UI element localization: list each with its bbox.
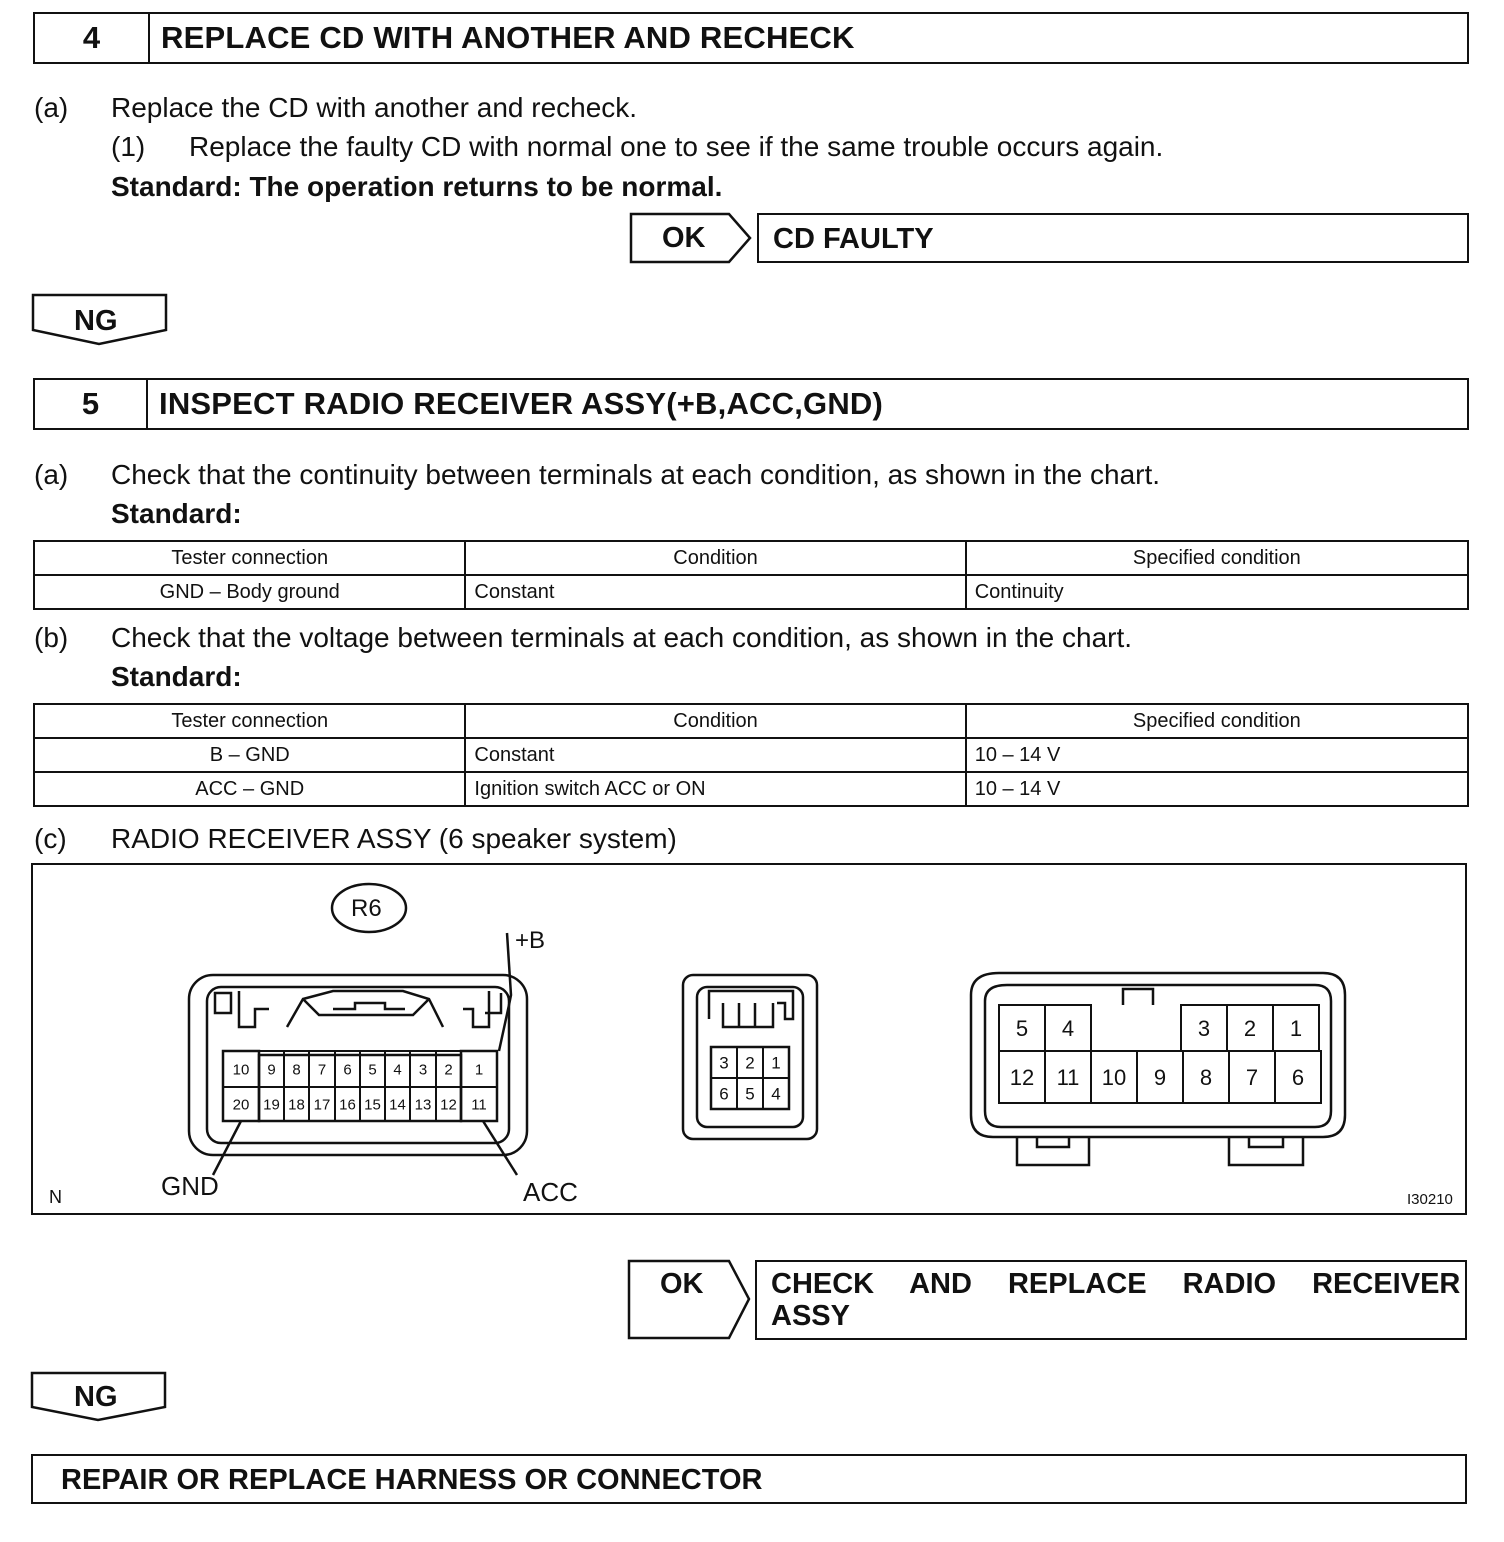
pin-label: 4 xyxy=(1061,1015,1075,1041)
step-title: REPLACE CD WITH ANOTHER AND RECHECK xyxy=(161,20,855,55)
step-4-a-text: Replace the CD with another and recheck. xyxy=(111,92,638,123)
pin-label: 7 xyxy=(1245,1064,1259,1090)
pin-label: 8 xyxy=(1199,1064,1213,1090)
table-header-cell: Condition xyxy=(465,541,965,575)
pin-label: 3 xyxy=(1197,1015,1211,1041)
connector-diagram xyxy=(31,863,1467,1215)
pin-label: 2 xyxy=(745,1053,755,1073)
table-header-row xyxy=(34,704,1468,738)
pin-label: 7 xyxy=(317,1061,327,1079)
pin-label: 5 xyxy=(368,1061,377,1079)
pin-label: 4 xyxy=(393,1061,402,1079)
step-4-standard: Standard: The operation returns to be normal. xyxy=(111,171,723,202)
pin-label: 2 xyxy=(444,1061,453,1079)
pin-label: 14 xyxy=(389,1096,406,1114)
gnd-leader xyxy=(213,1121,241,1175)
table-cell: 10 – 14 V xyxy=(966,772,1468,806)
pin-label: 20 xyxy=(232,1096,250,1114)
gnd-label: GND xyxy=(161,1171,219,1201)
corner-n-label: N xyxy=(49,1187,62,1207)
connector-id: R6 xyxy=(351,895,382,922)
table-cell: 10 – 14 V xyxy=(966,738,1468,772)
pin-label: 19 xyxy=(263,1096,280,1114)
pin-label: 8 xyxy=(292,1061,301,1079)
step-4-sub1-text: Replace the faulty CD with normal one to see if the same trouble occurs again. xyxy=(189,131,1164,162)
step-4-header xyxy=(33,12,1469,64)
pin-label: 18 xyxy=(288,1096,305,1114)
table-row xyxy=(34,772,1468,806)
pin-label: 2 xyxy=(1243,1015,1257,1041)
pin-label: 16 xyxy=(339,1096,356,1114)
connector-12pin-body xyxy=(971,973,1345,1137)
table-header-cell: Tester connection xyxy=(34,704,465,738)
figure-code: I30210 xyxy=(1407,1191,1453,1208)
pin-label: 12 xyxy=(1009,1064,1035,1090)
step-5-a-standard: Standard: xyxy=(111,498,242,529)
table-row xyxy=(34,575,1468,609)
result-text: CD FAULTY xyxy=(773,223,934,255)
step-5-a-text: Check that the continuity between terminals at each condition, as shown in the chart. xyxy=(111,459,1161,490)
pin-label: 13 xyxy=(414,1096,432,1114)
table-header-cell: Specified condition xyxy=(966,704,1468,738)
pin-label: 5 xyxy=(745,1084,755,1104)
pin-label: 9 xyxy=(267,1061,276,1079)
table-header-cell: Condition xyxy=(465,704,965,738)
pin-label: 3 xyxy=(719,1053,729,1073)
pin-label: 6 xyxy=(719,1084,729,1104)
step-5-header xyxy=(33,378,1469,430)
acc-leader xyxy=(483,1121,517,1175)
table-cell: ACC – GND xyxy=(34,772,465,806)
step-number: 4 xyxy=(35,14,150,62)
table-cell: Continuity xyxy=(966,575,1468,609)
repair-harness-box xyxy=(31,1454,1467,1504)
pin-label: 17 xyxy=(313,1096,331,1114)
result-text-line2: ASSY xyxy=(771,1300,850,1332)
step-4-a-marker: (a) xyxy=(34,92,69,123)
final-text: REPAIR OR REPLACE HARNESS OR CONNECTOR xyxy=(61,1464,763,1496)
pin-label: 3 xyxy=(418,1061,428,1079)
pin-label: 6 xyxy=(343,1061,352,1079)
connector-drawing xyxy=(33,865,1465,1213)
step-5-c-marker: (c) xyxy=(34,823,67,854)
table-header-row xyxy=(34,541,1468,575)
pin-label: 9 xyxy=(1153,1064,1167,1090)
step-title: INSPECT RADIO RECEIVER ASSY(+B,ACC,GND) xyxy=(159,386,884,421)
ng-label-step5: NG xyxy=(74,1381,118,1413)
step-number: 5 xyxy=(35,380,148,428)
ng-label-step4: NG xyxy=(74,305,118,337)
pin-label: 11 xyxy=(471,1096,487,1114)
table-cell: GND – Body ground xyxy=(34,575,465,609)
pin-label: 1 xyxy=(1289,1015,1303,1041)
ok-label-step5: OK xyxy=(660,1268,704,1300)
pin-label: 6 xyxy=(1291,1064,1305,1090)
check-replace-radio-box xyxy=(755,1260,1467,1340)
cd-faulty-box xyxy=(757,213,1469,263)
pin-label: 12 xyxy=(440,1096,457,1114)
step-4-sub1-marker: (1) xyxy=(111,131,146,162)
pin-label: 10 xyxy=(232,1061,250,1079)
table-cell: B – GND xyxy=(34,738,465,772)
step-5-a-marker: (a) xyxy=(34,459,69,490)
table-cell: Constant xyxy=(465,575,965,609)
pin-label: 4 xyxy=(771,1084,781,1104)
step-5-b-standard: Standard: xyxy=(111,661,242,692)
pin-label: 5 xyxy=(1015,1015,1029,1041)
table-cell: Constant xyxy=(465,738,965,772)
plus-b-label: +B xyxy=(515,927,546,954)
step-5-b-text: Check that the voltage between terminals at each condition, as shown in the chart. xyxy=(111,622,1133,653)
pin-label: 10 xyxy=(1101,1064,1127,1090)
pin-label: 11 xyxy=(1056,1064,1080,1090)
table-row xyxy=(34,738,1468,772)
result-text-line1: CHECK AND REPLACE RADIO RECEIVER xyxy=(771,1268,1461,1300)
ok-label-step4: OK xyxy=(662,222,706,254)
voltage-table xyxy=(33,703,1469,807)
table-header-cell: Tester connection xyxy=(34,541,465,575)
continuity-table xyxy=(33,540,1469,610)
acc-label: ACC xyxy=(523,1177,578,1207)
pin-label: 1 xyxy=(771,1053,781,1073)
step-5-c-text: RADIO RECEIVER ASSY (6 speaker system) xyxy=(111,823,677,854)
pin-label: 1 xyxy=(474,1061,484,1079)
table-cell: Ignition switch ACC or ON xyxy=(465,772,965,806)
table-header-cell: Specified condition xyxy=(966,541,1468,575)
step-5-b-marker: (b) xyxy=(34,622,69,653)
pin-label: 15 xyxy=(364,1096,381,1114)
